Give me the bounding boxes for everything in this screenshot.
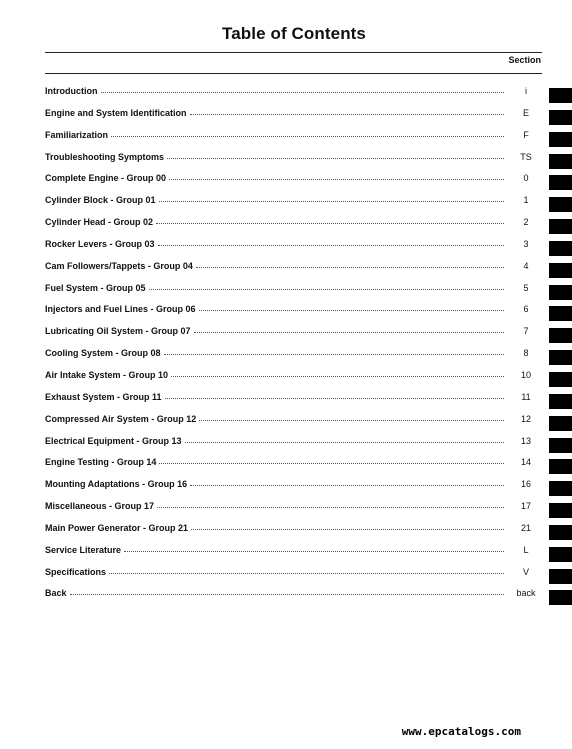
toc-entry-link[interactable]	[45, 152, 541, 174]
table-of-contents	[45, 86, 541, 610]
toc-entry-section: 13	[520, 435, 531, 446]
toc-entry-section: 11	[521, 391, 531, 402]
toc-entry-section: 5	[523, 282, 529, 293]
toc-entry-link[interactable]	[45, 326, 541, 348]
toc-entry-link[interactable]	[45, 588, 541, 610]
toc-entry-section: V	[522, 566, 529, 577]
toc-entry-label: Cylinder Block - Group 01	[45, 195, 156, 206]
toc-entry-label: Fuel System - Group 05	[45, 282, 146, 293]
section-thumb-tab[interactable]	[549, 132, 572, 147]
dot-leader	[194, 326, 504, 333]
toc-entry-label: Air Intake System - Group 10	[45, 369, 169, 380]
toc-entry-section: 6	[523, 304, 529, 315]
toc-entry-label: Specifications	[45, 566, 107, 577]
section-thumb-tab[interactable]	[549, 438, 572, 453]
toc-entry-label: Miscellaneous - Group 17	[45, 501, 155, 512]
dot-leader	[70, 588, 504, 595]
toc-entry-label: Complete Engine - Group 00	[45, 173, 167, 184]
toc-entry-section: 10	[520, 369, 531, 380]
toc-entry-link[interactable]	[45, 217, 541, 239]
toc-entry-section: back	[516, 588, 536, 599]
section-thumb-tab[interactable]	[549, 547, 572, 562]
section-thumb-tab[interactable]	[549, 459, 572, 474]
toc-entry-section: 2	[523, 217, 529, 228]
section-thumb-tab[interactable]	[549, 306, 572, 321]
dot-leader	[169, 173, 504, 180]
toc-entry-label: Exhaust System - Group 11	[45, 391, 162, 402]
toc-entry-section: F	[523, 129, 529, 140]
toc-entry-link[interactable]	[45, 545, 541, 567]
toc-entry-link[interactable]	[45, 567, 541, 589]
dot-leader	[159, 457, 504, 464]
section-thumb-tab[interactable]	[549, 175, 572, 190]
dot-leader	[165, 392, 504, 399]
toc-entry-link[interactable]	[45, 370, 541, 392]
toc-entry-label: Familiarization	[45, 129, 109, 140]
toc-entry-link[interactable]	[45, 304, 541, 326]
section-thumb-tab[interactable]	[549, 219, 572, 234]
toc-entry-label: Lubricating Oil System - Group 07	[45, 326, 191, 337]
toc-entry-label: Electrical Equipment - Group 13	[45, 435, 182, 446]
toc-entry-section: 16	[520, 479, 531, 490]
section-tab-strip	[549, 88, 572, 612]
section-thumb-tab[interactable]	[549, 154, 572, 169]
dot-leader	[111, 130, 504, 137]
toc-entry-section: E	[522, 107, 529, 118]
dot-leader	[149, 283, 504, 290]
toc-entry-label: Injectors and Fuel Lines - Group 06	[45, 304, 196, 315]
toc-entry-section: 14	[520, 457, 531, 468]
top-divider	[45, 52, 542, 53]
toc-entry-link[interactable]	[45, 130, 541, 152]
toc-entry-link[interactable]	[45, 348, 541, 370]
section-thumb-tab[interactable]	[549, 197, 572, 212]
toc-entry-section: TS	[520, 151, 532, 162]
toc-entry-label: Main Power Generator - Group 21	[45, 522, 189, 533]
toc-entry-section: 0	[523, 173, 529, 184]
toc-entry-link[interactable]	[45, 195, 541, 217]
dot-leader	[156, 217, 504, 224]
section-column-header: Section	[508, 55, 541, 65]
toc-entry-section: 4	[523, 260, 529, 271]
toc-entry-link[interactable]	[45, 436, 541, 458]
toc-entry-section: 1	[523, 195, 529, 206]
section-thumb-tab[interactable]	[549, 590, 572, 605]
section-thumb-tab[interactable]	[549, 263, 572, 278]
dot-leader	[191, 523, 504, 530]
section-thumb-tab[interactable]	[549, 372, 572, 387]
dot-leader	[196, 261, 504, 268]
toc-entry-section: 3	[523, 238, 529, 249]
toc-entry-section: 21	[520, 522, 531, 533]
toc-entry-link[interactable]	[45, 86, 541, 108]
dot-leader	[199, 304, 504, 311]
toc-entry-label: Cylinder Head - Group 02	[45, 217, 154, 228]
section-thumb-tab[interactable]	[549, 328, 572, 343]
dot-leader	[157, 501, 504, 508]
section-thumb-tab[interactable]	[549, 481, 572, 496]
toc-entry-link[interactable]	[45, 414, 541, 436]
section-thumb-tab[interactable]	[549, 110, 572, 125]
toc-entry-label: Cam Followers/Tappets - Group 04	[45, 260, 193, 271]
toc-entry-label: Engine and System Identification	[45, 107, 187, 118]
toc-entry-link[interactable]	[45, 501, 541, 523]
section-thumb-tab[interactable]	[549, 503, 572, 518]
dot-leader	[185, 436, 504, 443]
section-thumb-tab[interactable]	[549, 569, 572, 584]
toc-entry-label: Back	[45, 588, 67, 599]
header-divider	[45, 73, 542, 74]
dot-leader	[167, 152, 504, 159]
toc-entry-label: Cooling System - Group 08	[45, 348, 161, 359]
dot-leader	[164, 348, 504, 355]
dot-leader	[158, 239, 504, 246]
toc-entry-link[interactable]	[45, 479, 541, 501]
toc-entry-link[interactable]	[45, 261, 541, 283]
toc-entry-link[interactable]	[45, 108, 541, 130]
section-thumb-tab[interactable]	[549, 525, 572, 540]
section-thumb-tab[interactable]	[549, 394, 572, 409]
dot-leader	[124, 545, 504, 552]
toc-entry-link[interactable]	[45, 523, 541, 545]
page-title: Table of Contents	[222, 24, 366, 43]
section-thumb-tab[interactable]	[549, 88, 572, 103]
toc-entry-link[interactable]	[45, 173, 541, 195]
dot-leader	[101, 86, 505, 93]
dot-leader	[190, 108, 504, 115]
footer-watermark-url: www.epcatalogs.com	[401, 725, 521, 738]
toc-entry-label: Introduction	[45, 86, 98, 96]
section-thumb-tab[interactable]	[549, 350, 572, 365]
toc-entry-link[interactable]	[45, 239, 541, 261]
toc-entry-label: Compressed Air System - Group 12	[45, 413, 197, 424]
toc-entry-label: Troubleshooting Symptoms	[45, 151, 165, 162]
toc-entry-section: 7	[523, 326, 529, 337]
toc-entry-section: 12	[520, 413, 531, 424]
toc-entry-link[interactable]	[45, 392, 541, 414]
dot-leader	[171, 370, 504, 377]
toc-entry-section: 8	[523, 348, 529, 359]
toc-entry-label: Engine Testing - Group 14	[45, 457, 157, 468]
dot-leader	[199, 414, 504, 421]
toc-entry-link[interactable]	[45, 283, 541, 305]
toc-entry-section: i	[525, 86, 527, 96]
dot-leader	[109, 567, 504, 574]
dot-leader	[159, 195, 504, 202]
toc-entry-label: Service Literature	[45, 544, 122, 555]
section-thumb-tab[interactable]	[549, 285, 572, 300]
dot-leader	[190, 479, 504, 486]
toc-entry-label: Rocker Levers - Group 03	[45, 238, 155, 249]
toc-entry-label: Mounting Adaptations - Group 16	[45, 479, 188, 490]
toc-entry-section: 17	[520, 501, 531, 512]
section-thumb-tab[interactable]	[549, 416, 572, 431]
section-thumb-tab[interactable]	[549, 241, 572, 256]
toc-entry-section: L	[523, 544, 529, 555]
toc-entry-link[interactable]	[45, 457, 541, 479]
